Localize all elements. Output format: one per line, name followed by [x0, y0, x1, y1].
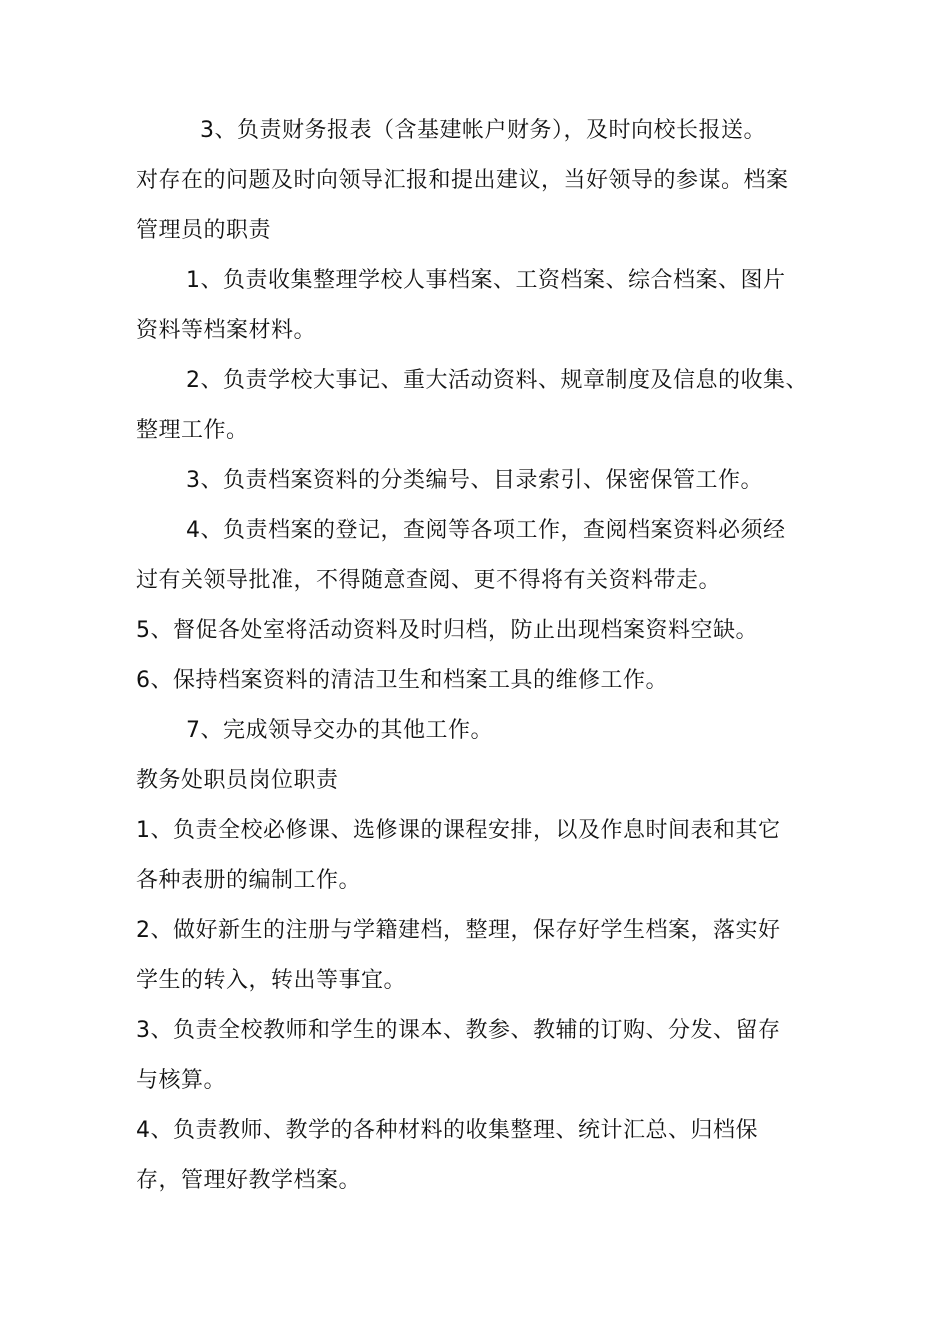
text-line: 1、负责全校必修课、选修课的课程安排，以及作息时间表和其它: [136, 818, 781, 843]
text-line: 4、负责档案的登记，查阅等各项工作，查阅档案资料必须经: [186, 518, 786, 543]
text-line: 教务处职员岗位职责: [136, 768, 339, 793]
text-line: 7、完成领导交办的其他工作。: [186, 718, 493, 743]
text-line: 过有关领导批准，不得随意查阅、更不得将有关资料带走。: [136, 568, 722, 593]
text-line: 4、负责教师、教学的各种材料的收集整理、统计汇总、归档保: [136, 1118, 758, 1143]
text-line: 存，管理好教学档案。: [136, 1168, 362, 1193]
text-line: 学生的转入，转出等事宜。: [136, 968, 407, 993]
text-line: 资料等档案材料。: [136, 318, 317, 343]
text-line: 3、负责财务报表（含基建帐户财务），及时向校长报送。: [200, 118, 766, 143]
text-line: 3、负责全校教师和学生的课本、教参、教辅的订购、分发、留存: [136, 1018, 781, 1043]
text-line: 5、督促各处室将活动资料及时归档，防止出现档案资料空缺。: [136, 618, 758, 643]
text-line: 整理工作。: [136, 418, 249, 443]
text-line: 1、负责收集整理学校人事档案、工资档案、综合档案、图片: [186, 268, 786, 293]
text-line: 2、负责学校大事记、重大活动资料、规章制度及信息的收集、: [186, 368, 808, 393]
text-line: 管理员的职责: [136, 218, 272, 243]
text-line: 2、做好新生的注册与学籍建档，整理，保存好学生档案，落实好: [136, 918, 781, 943]
text-line: 3、负责档案资料的分类编号、目录索引、保密保管工作。: [186, 468, 763, 493]
text-line: 与核算。: [136, 1068, 227, 1093]
text-line: 各种表册的编制工作。: [136, 868, 362, 893]
text-line: 6、保持档案资料的清洁卫生和档案工具的维修工作。: [136, 668, 668, 693]
text-line: 对存在的问题及时向领导汇报和提出建议，当好领导的参谋。档案: [136, 168, 789, 193]
